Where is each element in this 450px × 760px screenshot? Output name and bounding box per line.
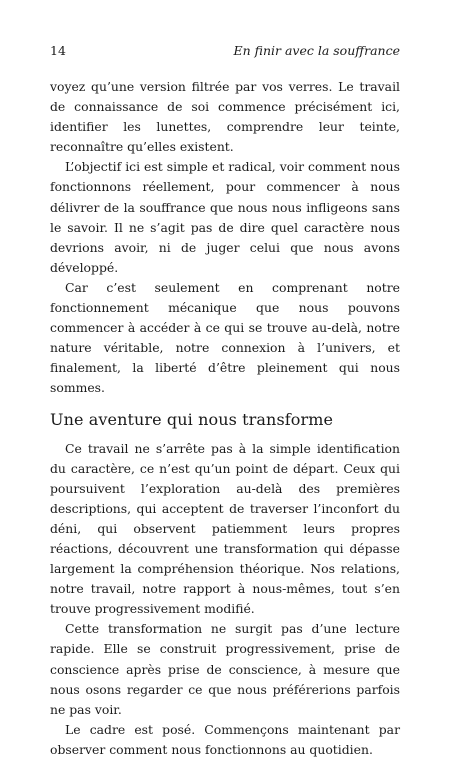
running-head: [50, 43, 400, 59]
paragraph-transformation: Cette transformation ne surgit pas d’une lecture rapide. Elle se construit progressivement, prise de conscience après prise de conscience, à mesure que nous osons regarder ce que nous préférerions parfois ne pas voir.: [50, 621, 400, 717]
page-number: 14: [50, 43, 66, 58]
paragraph-mechanism: Car c’est seulement en comprenant notre fonctionnement mécanique que nous pouvons commencer à accéder à ce qui se trouve au-delà, notre nature véritable, notre connexion à l’univers, et finalement, la liberté d’être pleinement qui nous sommes.: [50, 279, 400, 396]
paragraph-continuation: voyez qu’une version filtrée par vos verres. Le travail de connaissance de soi commence précisément ici, identifier les lunettes, comprendre leur teinte, reconnaître qu’elles existent.: [50, 79, 400, 155]
paragraph-objective: L’objectif ici est simple et radical, voir comment nous fonctionnons réellement, pour commencer à nous délivrer de la souffrance que nous nous infligeons sans le savoir. Il ne s’agit pas de dire quel caractère nous devrions avoir, ni de juger celui que nous avons développé.: [50, 159, 400, 275]
body-text: [50, 77, 400, 760]
paragraph-framework: Le cadre est posé. Commençons maintenant par observer comment nous fonctionnons au quotidien.: [50, 721, 400, 757]
section-heading: Une aventure qui nous transforme: [50, 409, 334, 429]
running-title: En finir avec la souffrance: [233, 43, 400, 58]
paragraph-journey: Ce travail ne s’arrête pas à la simple identification du caractère, ce n’est qu’un point de départ. Ceux qui poursuivent l’exploration au-delà des premières descriptions, qui acceptent de traverser l’inconfort du déni, qui observent patiemment leurs propres réactions, découvrent une transformation qui dépasse largement la compréhension théorique. Nos relations, notre travail, notre rapport à nous-mêmes, tout s’en trouve progressivement modifié.: [50, 440, 400, 617]
